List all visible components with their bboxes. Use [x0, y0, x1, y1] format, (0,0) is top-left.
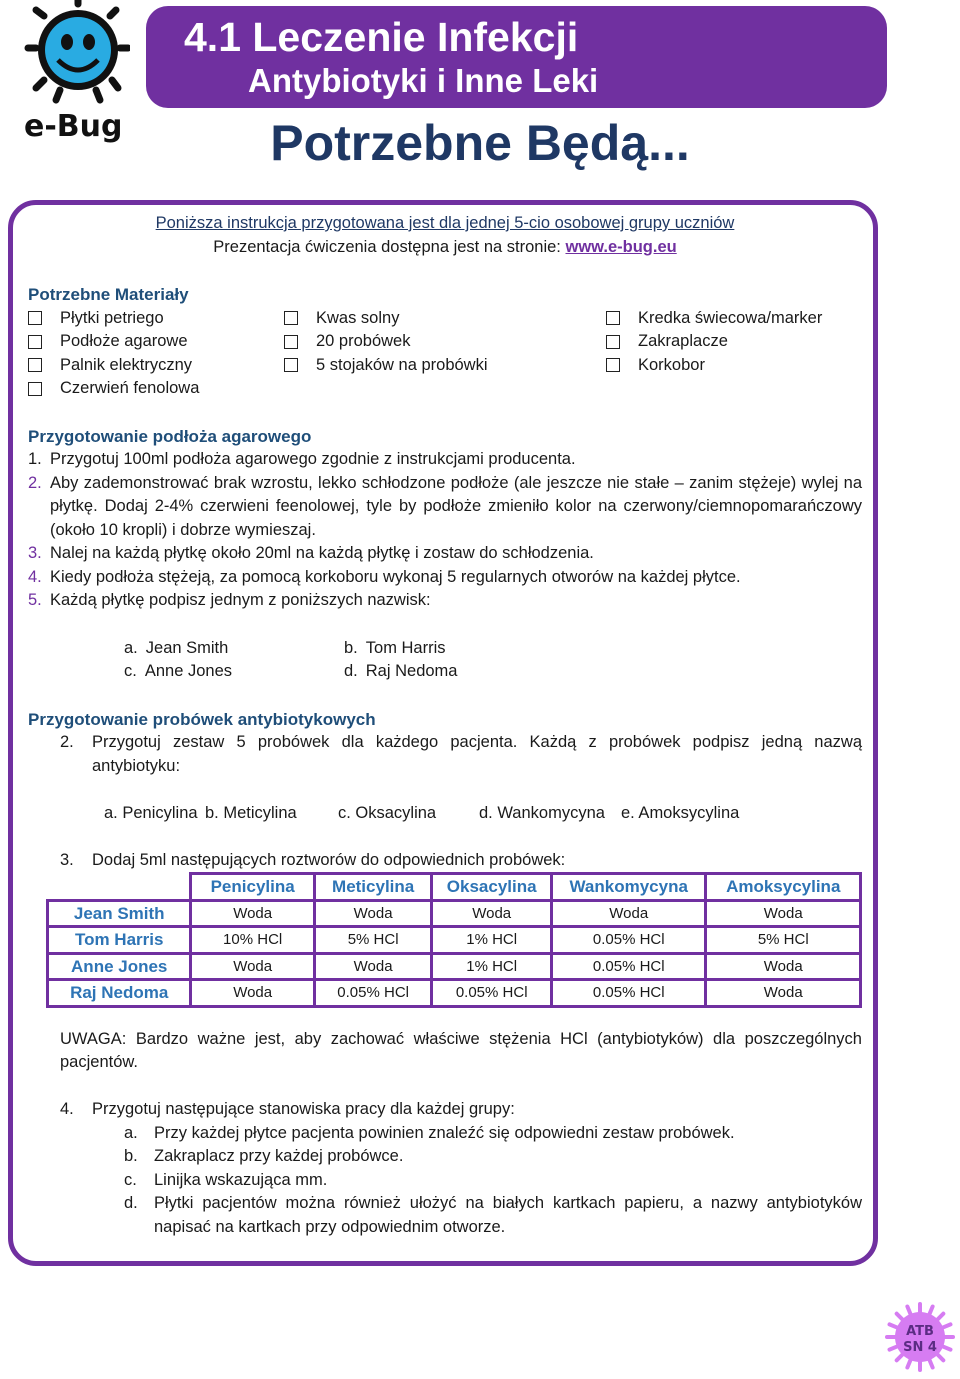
antibiotic-label: b. Meticylina	[205, 803, 297, 822]
agar-steps	[28, 448, 862, 613]
step-number: 2.	[28, 473, 42, 492]
material-item[interactable]	[284, 354, 606, 378]
atb-sn4-badge	[883, 1300, 957, 1374]
checkbox-icon[interactable]	[28, 311, 42, 325]
intro-group-note: Poniższa instrukcja przygotowana jest dla jednej 5-cio osobowej grupy uczniów	[155, 214, 735, 232]
step-number: 3.	[28, 544, 42, 562]
intro-presentation: Prezentacja ćwiczenia dostępna jest na stronie: www.e-bug.eu	[213, 237, 677, 256]
checkbox-icon[interactable]	[606, 311, 620, 325]
solution-cell: Woda	[314, 953, 432, 980]
station-item: c. Linijka wskazująca mm.	[124, 1170, 328, 1189]
column-header: Wankomycyna	[551, 874, 706, 901]
stations-step-4: 4. Przygotuj następujące stanowiska pracy dla każdej grupy:	[60, 1100, 515, 1118]
table-row	[48, 953, 861, 980]
solution-cell: Woda	[314, 900, 432, 927]
hcl-table	[46, 872, 862, 1008]
ebug-link[interactable]: www.e-bug.eu	[565, 237, 677, 256]
solution-cell: 0.05% HCl	[551, 953, 706, 980]
patient-cell: Raj Nedoma	[48, 980, 191, 1007]
antibiotic-label: a. Penicylina	[104, 803, 198, 822]
station-item: a. Przy każdej płytce pacjenta powinien znaleźć się odpowiedni zestaw probówek.	[124, 1123, 735, 1142]
checkbox-icon[interactable]	[284, 311, 298, 325]
agar-step	[28, 472, 862, 543]
material-label: Zakraplacze	[638, 332, 728, 350]
solution-cell: Woda	[191, 953, 314, 980]
solution-cell: 1% HCl	[432, 953, 552, 980]
table-row	[48, 900, 861, 927]
table-row	[48, 980, 861, 1007]
patient-names	[124, 637, 862, 684]
solution-cell: 1% HCl	[432, 927, 552, 954]
logo-wordmark: e-Bug	[24, 109, 123, 144]
material-label: Kwas solny	[316, 308, 400, 327]
column-header: Amoksycylina	[706, 874, 861, 901]
solution-cell: 0.05% HCl	[551, 980, 706, 1007]
material-label: Palnik elektryczny	[60, 355, 193, 374]
material-item[interactable]	[284, 307, 606, 331]
page-heading: Potrzebne Będą...	[270, 115, 690, 171]
step-text: Przygotuj 100ml podłoża agarowego zgodnie z instrukcjami producenta.	[50, 450, 576, 468]
material-item[interactable]	[606, 307, 822, 331]
step-number: 1.	[28, 450, 42, 468]
agar-step	[28, 542, 862, 566]
checkbox-icon[interactable]	[28, 358, 42, 372]
agar-heading: Przygotowanie podłoża agarowego	[28, 426, 312, 446]
checkbox-icon[interactable]	[28, 335, 42, 349]
material-label: 20 probówek	[316, 332, 411, 350]
station-item: d. Płytki pacjentów można również ułożyć na białych kartkach papieru, a nazwy antybiotyków napisać na kartkach przy odpowiednim otworze.	[124, 1194, 862, 1236]
tubes-step-2: 2. Przygotuj zestaw 5 probówek dla każdego pacjenta. Każdą z probówek podpisz jedną nazwą antybiotyku:	[60, 733, 862, 775]
table-row	[48, 927, 861, 954]
solution-cell: Woda	[551, 900, 706, 927]
step-text: Kiedy podłoża stężeją, za pomocą korkoboru wykonaj 5 regularnych otworów na każdej płytce.	[50, 567, 741, 586]
material-label: Kredka świecowa/marker	[638, 308, 823, 327]
solution-cell: 5% HCl	[706, 927, 861, 954]
solution-cell: Woda	[706, 900, 861, 927]
table-header-row	[48, 874, 861, 901]
materials-list	[28, 307, 862, 401]
solution-cell: 0.05% HCl	[314, 980, 432, 1007]
checkbox-icon[interactable]	[28, 382, 42, 396]
material-label: Korkobor	[638, 355, 705, 374]
step-text: Każdą płytkę podpisz jednym z poniższych nazwisk:	[50, 591, 431, 609]
solution-cell: 10% HCl	[191, 927, 314, 954]
tubes-step-3: 3. Dodaj 5ml następujących roztworów do odpowiednich probówek:	[60, 850, 566, 869]
material-item[interactable]	[606, 354, 822, 378]
material-label: Płytki petriego	[60, 308, 164, 327]
station-item: b. Zakraplacz przy każdej probówce.	[124, 1147, 404, 1165]
solution-cell: Woda	[706, 953, 861, 980]
solution-cell: 5% HCl	[314, 927, 432, 954]
material-label: 5 stojaków na probówki	[316, 355, 488, 374]
antibiotic-label: d. Wankomycyna	[479, 803, 605, 822]
badge-line2: SN 4	[903, 1340, 937, 1355]
patient-cell: Anne Jones	[48, 953, 191, 980]
patient-name: b. Tom Harris	[344, 638, 446, 657]
header-subtitle: Antybiotyki i Inne Leki	[248, 62, 599, 99]
uwaga-note: UWAGA: Bardzo ważne jest, aby zachować właściwe stężenia HCl (antybiotyków) dla poszczególnych pacjentów.	[60, 1029, 862, 1071]
header-title: 4.1 Leczenie Infekcji	[184, 14, 579, 60]
content	[28, 212, 862, 1239]
step-number: 4.	[28, 567, 42, 586]
materials-heading: Potrzebne Materiały	[28, 285, 189, 304]
solution-cell: Woda	[191, 900, 314, 927]
checkbox-icon[interactable]	[606, 358, 620, 372]
step-text: Nalej na każdą płytkę około 20ml na każdą płytkę i zostaw do schłodzenia.	[50, 544, 594, 562]
material-item[interactable]	[284, 330, 606, 354]
material-item[interactable]	[28, 330, 284, 354]
material-item[interactable]	[606, 330, 822, 354]
solution-cell: Woda	[706, 980, 861, 1007]
agar-step	[28, 589, 862, 613]
checkbox-icon[interactable]	[284, 358, 298, 372]
agar-step	[28, 566, 862, 590]
solution-cell: Woda	[432, 900, 552, 927]
tubes-heading: Przygotowanie probówek antybiotykowych	[28, 709, 376, 729]
header-band	[146, 6, 887, 108]
antibiotic-label: e. Amoksycylina	[621, 803, 740, 822]
solution-cell: 0.05% HCl	[551, 927, 706, 954]
antibiotic-label: c. Oksacylina	[338, 803, 437, 822]
column-header: Penicylina	[191, 874, 314, 901]
step-number: 5.	[28, 591, 42, 609]
material-item[interactable]	[28, 307, 284, 331]
material-label: Czerwień fenolowa	[60, 379, 200, 397]
column-header: Oksacylina	[432, 874, 552, 901]
checkbox-icon[interactable]	[284, 335, 298, 349]
material-item[interactable]	[28, 377, 284, 401]
step-text: Aby zademonstrować brak wzrostu, lekko schłodzone podłoże (ale jeszcze nie stałe – zanim stężeje) wylej na płytkę. Dodaj 2-4% czerwieni feenolowej, tyle by podłoże zmieniło kolor na czerwony/ciemnopomarańczowy (około 10 kropli) i dobrze wymieszaj.	[50, 473, 862, 539]
patient-name: a. Jean Smith	[124, 638, 229, 657]
material-label: Podłoże agarowe	[60, 332, 188, 350]
column-header: Meticylina	[314, 874, 432, 901]
checkbox-icon[interactable]	[606, 335, 620, 349]
patient-name: d. Raj Nedoma	[344, 662, 458, 680]
patient-name: c. Anne Jones	[124, 662, 232, 680]
antibiotic-labels	[104, 802, 862, 826]
patient-cell: Tom Harris	[48, 927, 191, 954]
badge-line1: ATB	[906, 1324, 934, 1339]
agar-step	[28, 448, 862, 472]
solution-cell: Woda	[191, 980, 314, 1007]
material-item[interactable]	[28, 354, 284, 378]
stations-list	[124, 1122, 862, 1240]
solution-cell: 0.05% HCl	[432, 980, 552, 1007]
patient-cell: Jean Smith	[48, 900, 191, 927]
